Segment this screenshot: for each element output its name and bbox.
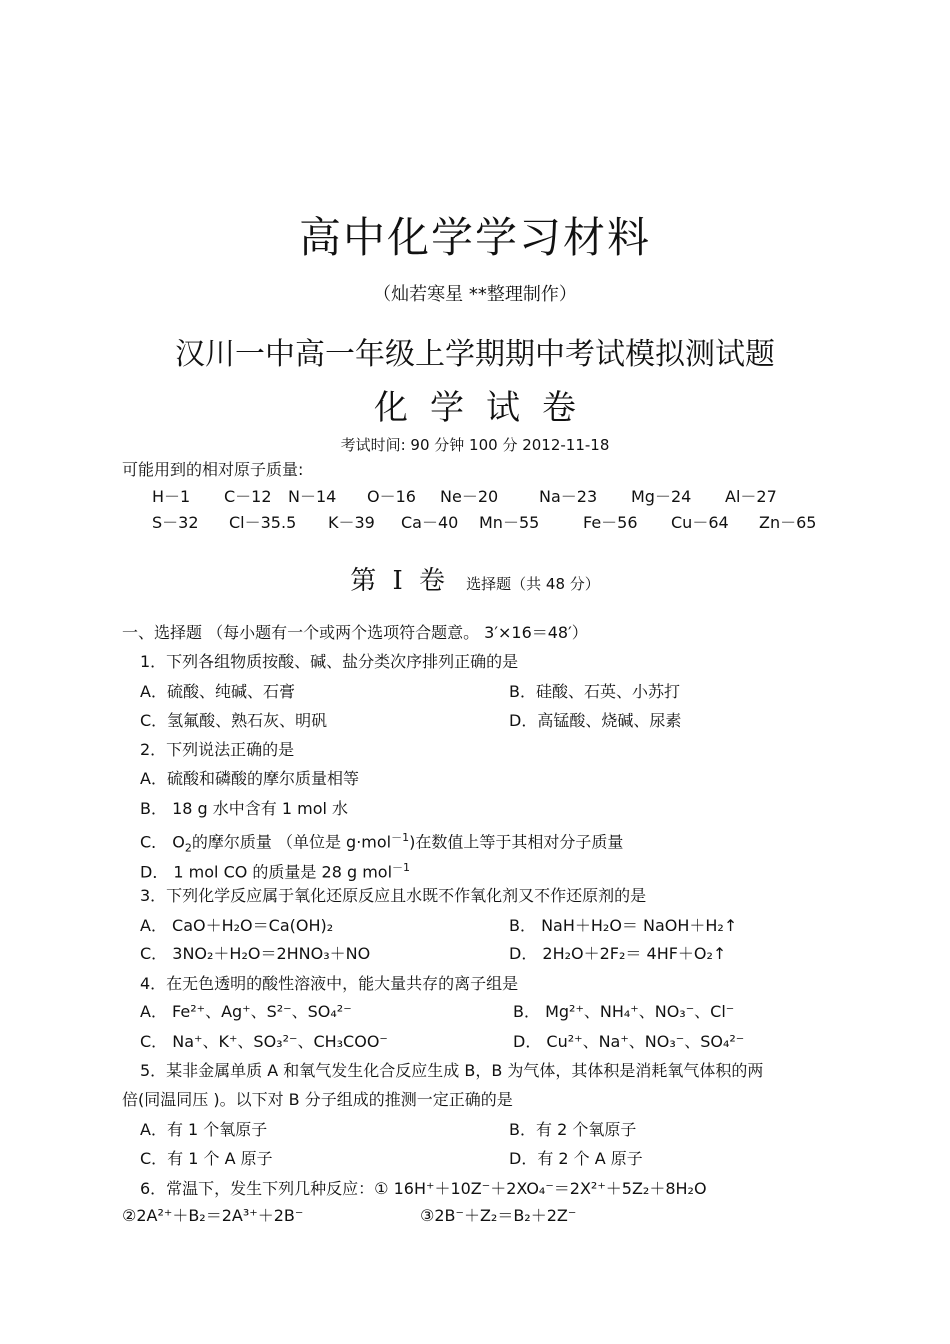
option-d: D． Cu²⁺、Na⁺、NO₃⁻、SO₄²⁻ [513,1032,745,1051]
mass-item: C－12 [224,487,272,506]
mass-item: Fe－56 [583,513,638,532]
option-text: C． O [140,832,185,852]
mass-item: Ca－40 [401,513,459,532]
superscript: －1 [391,831,410,844]
mass-item: Ne－20 [440,487,499,506]
option-b: B．有 2 个氧原子 [509,1120,637,1139]
mass-item: H－1 [152,487,191,506]
option-d: D．有 2 个 A 原子 [509,1149,643,1168]
mass-item: K－39 [328,513,375,532]
exam-info: 考试时间: 90 分钟 100 分 2012-11-18 [340,436,610,454]
option-b: B． 18 g 水中含有 1 mol 水 [140,799,349,818]
part-title: 第 Ⅰ 卷 [350,566,450,596]
option-a: A．有 1 个氧原子 [140,1120,268,1139]
part-subtitle: 选择题（共 48 分） [466,575,600,593]
atomic-mass-label: 可能用到的相对原子质量: [122,460,304,479]
part-heading [0,560,950,597]
maker-note: （灿若寒星 **整理制作） [373,284,577,305]
mass-item: O－16 [367,487,416,506]
subscript: 2 [184,841,192,855]
question-stem: 5．某非金属单质 A 和氧气发生化合反应生成 B，B 为气体，其体积是消耗氧气体积的两 [140,1061,764,1080]
option-text: D． 1 mol CO 的质量是 28 g mol [140,862,393,882]
question-stem: 2．下列说法正确的是 [140,740,295,759]
option-c: C．氢氟酸、熟石灰、明矾 [140,711,328,730]
main-title: 高中化学学习材料 [298,213,651,262]
option-c: C．有 1 个 A 原子 [140,1149,273,1168]
option-a: A． Fe²⁺、Ag⁺、S²⁻、SO₄²⁻ [140,1002,352,1021]
superscript: －1 [392,861,411,874]
option-d: D．高锰酸、烧碱、尿素 [509,711,682,730]
option-d: D． 2H₂O＋2F₂＝ 4HF＋O₂↑ [509,944,727,963]
question-stem: 3．下列化学反应属于氧化还原反应且水既不作氧化剂又不作还原剂的是 [140,886,647,905]
option-a: A．硫酸、纯碱、石膏 [140,682,295,701]
mass-item: Mg－24 [631,487,692,506]
mass-item: Mn－55 [479,513,540,532]
option-b: B． NaH＋H₂O＝ NaOH＋H₂↑ [509,916,738,935]
mass-item: Cu－64 [671,513,729,532]
question-stem: 1．下列各组物质按酸、碱、盐分类次序排列正确的是 [140,652,519,671]
mass-item: Na－23 [539,487,598,506]
question-stem: 6．常温下，发生下列几种反应：① 16H⁺＋10Z⁻＋2XO₄⁻＝2X²⁺＋5Z₂＋8H₂O [140,1179,707,1198]
option-text: 的摩尔质量 （单位是 g·mol [191,832,392,852]
option-text: )在数值上等于其相对分子质量 [409,832,624,852]
mass-item: S－32 [152,513,199,532]
option-c [140,828,623,859]
question-stem: 4．在无色透明的酸性溶液中，能大量共存的离子组是 [140,974,519,993]
option-a: A．硫酸和磷酸的摩尔质量相等 [140,769,359,788]
exam-title: 汉川一中高一年级上学期期中考试模拟测试题 [175,337,775,372]
question-stem-continued: 倍(同温同压 )。以下对 B 分子组成的推测一定正确的是 [122,1090,513,1109]
mass-item: Al－27 [725,487,777,506]
reaction-3: ③2B⁻＋Z₂＝B₂＋2Z⁻ [420,1206,577,1225]
option-c: C． 3NO₂＋H₂O＝2HNO₃＋NO [140,944,371,963]
option-b: B． Mg²⁺、NH₄⁺、NO₃⁻、Cl⁻ [513,1002,735,1021]
option-b: B．硅酸、石英、小苏打 [509,682,680,701]
option-d [140,858,410,882]
mass-item: Cl－35.5 [229,513,297,532]
mass-item: N－14 [288,487,337,506]
reaction-2: ②2A²⁺＋B₂＝2A³⁺＋2B⁻ [122,1206,304,1225]
option-c: C． Na⁺、K⁺、SO₃²⁻、CH₃COO⁻ [140,1032,388,1051]
section-heading: 一、选择题 （每小题有一个或两个选项符合题意。 3′×16＝48′） [122,623,588,642]
option-a: A． CaO＋H₂O＝Ca(OH)₂ [140,916,334,935]
mass-item: Zn－65 [759,513,817,532]
subject-title: 化学试卷 [374,388,598,428]
